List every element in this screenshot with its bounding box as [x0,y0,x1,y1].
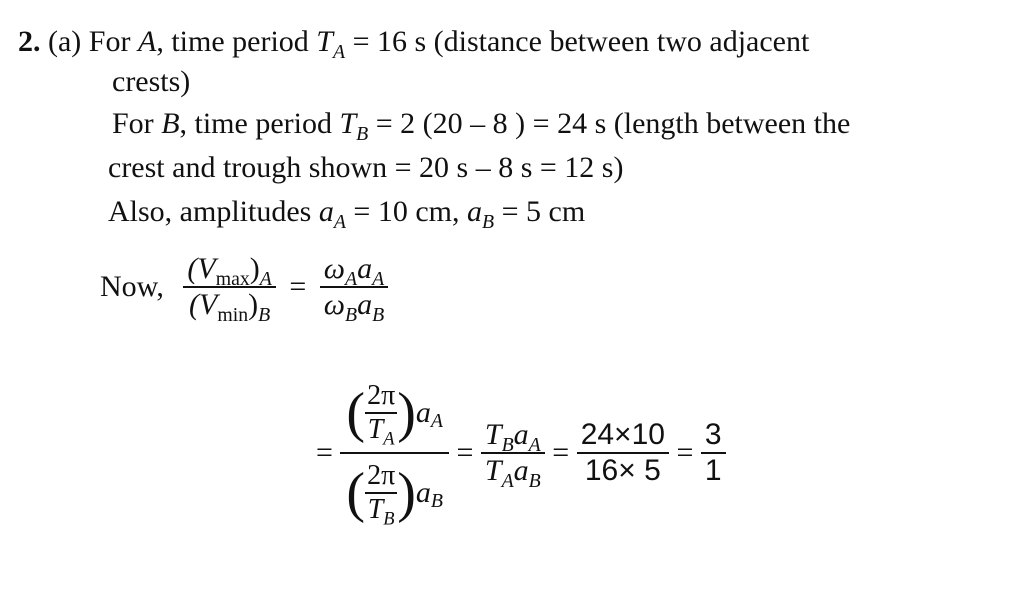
vmax-close: ) [249,252,260,285]
f2-ta-sub: A [501,469,514,492]
vmax-sub-a: A [259,267,272,290]
vmin-v: (V [189,288,218,321]
solution-line-2: crests) [112,65,191,98]
two-pi-over-tb-term [340,454,449,528]
f2-ab: a [513,454,529,487]
ab-sub: B [430,489,443,512]
amp-b: a [357,288,373,321]
omega-b-sub: B [344,303,358,326]
f2-aa-sub: A [528,433,541,456]
vmin-sub-b: B [258,303,271,326]
tb-t: T [367,494,384,525]
line3-pre: For [112,107,162,140]
tb-aa-numerator [481,418,545,454]
amp-b-sub: B [372,303,385,326]
left-paren-icon: ( [346,382,366,444]
solution-line-3 [112,106,851,145]
ta-den [365,414,397,449]
two-pi-ratio-fraction [340,378,449,528]
amp-a-sub: A [372,267,385,290]
vmax-sub: max [215,267,250,290]
omega-b: ω [323,288,345,321]
solution-line-5 [108,194,586,233]
numeric-fraction [577,418,669,488]
result-numerator: 3 [701,418,726,454]
two-pi-num-a: 2π [365,380,397,414]
f2-ab-sub: B [528,469,541,492]
line1-post: = 16 s (distance between two adjacent [345,25,810,58]
omega-b-denominator [320,288,388,326]
omega-a-fraction [320,252,388,326]
equals-sign-3: = [552,436,570,469]
two-pi-over-ta [365,380,397,449]
right-paren-icon: ) [397,462,416,524]
period-ratio-equation [316,378,726,528]
ta-sub: A [383,428,395,449]
ab-symbol: a [415,476,431,509]
line1-period-symbol: T [316,25,333,58]
f2-tb-sub: B [501,433,514,456]
vmax-vmin-fraction [183,252,275,326]
now-label: Now, [100,270,164,303]
two-pi-num-b: 2π [365,460,397,494]
numeric-numerator: 24×10 [577,418,669,454]
omega-a: ω [323,252,345,285]
omega-a-numerator [320,252,388,288]
velocity-ratio-equation [100,252,388,326]
problem-number: 2. [18,25,41,58]
amp-a: a [357,252,373,285]
result-denominator: 1 [704,454,722,487]
vmin-sub: min [217,303,249,326]
line1-pre: For [88,25,138,58]
line1-mid: , time period [156,25,317,58]
amplitude-b-value: = 5 cm [494,195,586,228]
f2-tb: T [484,418,502,451]
tb-aa-fraction [481,418,545,492]
numeric-denominator: 16× 5 [584,454,661,487]
vmin-denominator [183,288,275,326]
amplitude-b-symbol: a [467,195,482,228]
equals-sign-2: = [456,436,474,469]
f2-aa: a [513,418,529,451]
solution-line-1 [18,24,810,63]
two-pi-over-ta-term [340,378,449,454]
tb-sub: B [383,508,395,529]
equals-sign-4: = [676,436,694,469]
ta-t: T [367,414,384,445]
line3-mid: , time period [179,107,340,140]
part-label: (a) [48,25,82,58]
amplitude-a-sub: A [333,210,346,233]
line1-period-sub: A [332,40,346,63]
line3-post: = 2 (20 – 8 ) = 24 s (length between the [368,107,851,140]
ta-ab-denominator [481,454,545,492]
result-fraction [701,418,726,488]
line3-period-symbol: T [339,107,357,140]
vmin-close: ) [248,288,259,321]
equals-sign: = [289,270,307,303]
aa-symbol: a [415,396,431,429]
amplitude-a-value: = 10 cm, [345,195,467,228]
right-paren-icon: ) [397,382,416,444]
left-paren-icon: ( [346,462,366,524]
line3-period-sub: B [356,122,369,145]
line5-pre: Also, amplitudes [108,195,319,228]
amplitude-b-sub: B [482,210,495,233]
line3-var: B [161,107,180,140]
amplitude-a-symbol: a [318,195,334,228]
omega-a-sub: A [344,267,358,290]
vmax-v: (V [187,252,216,285]
equals-sign-1: = [316,436,333,469]
line1-var: A [137,25,157,58]
vmax-numerator [183,252,275,288]
two-pi-over-tb [365,460,397,529]
aa-sub: A [430,409,443,432]
f2-ta: T [484,454,502,487]
solution-line-4: crest and trough shown = 20 s – 8 s = 12 s) [108,151,624,184]
tb-den [365,494,397,529]
